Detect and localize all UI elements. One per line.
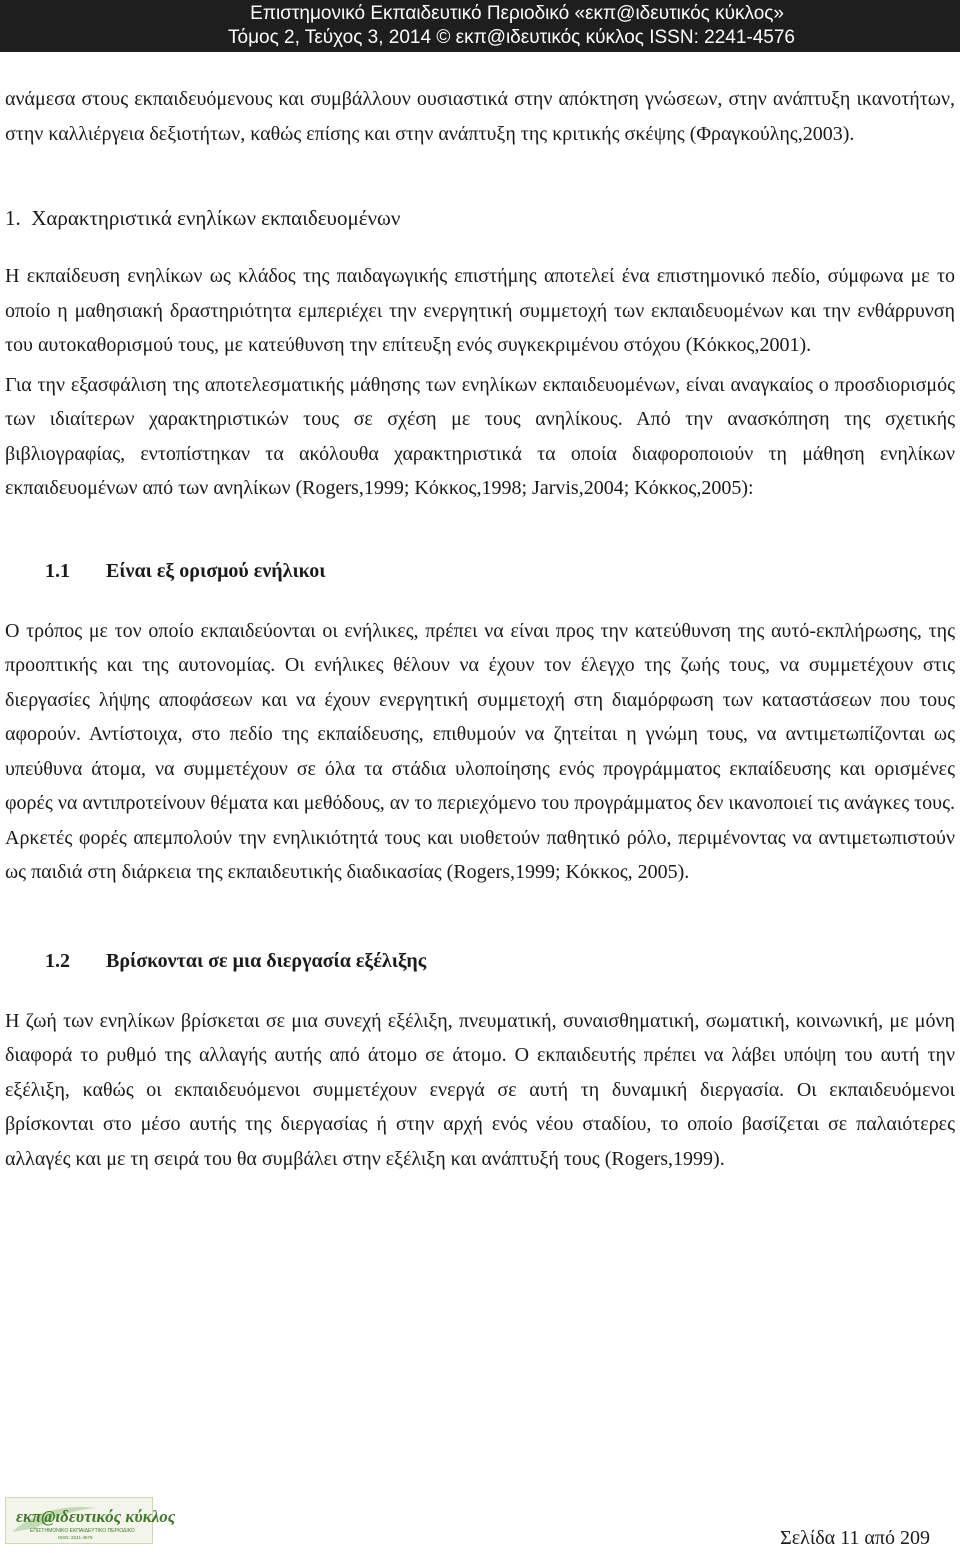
- subsection-1-2-paragraph: Η ζωή των ενηλίκων βρίσκεται σε μια συνεχή εξέλιξη, πνευματική, συναισθηματική, σωματική, κοινωνική, με μόνη διαφορά το ρυθμό της αλλαγής αυτής από άτομο σε άτομο. Ο εκπαιδευτής πρέπει να λάβει υπόψη του αυτή την εξέλιξη, καθώς οι εκπαιδευόμενοι συμμετέχουν ενεργά σε αυτή τη δυναμική διεργασία. Οι εκπαιδευόμενοι βρίσκονται στο μέσο αυτής της διεργασίας ή στην αρχή ενός νέου σταδίου, το οποίο βασίζεται σε παλαιότερες αλλαγές και με τη σειρά του θα συμβάλει στην εξέλιξη και ανάπτυξή τους (Rogers,1999).: [5, 1009, 955, 1170]
- logo-subtitle: ΕΠΙΣΤΗΜΟΝΙΚΟ ΕΚΠΑΙΔΕΥΤΙΚΟ ΠΕΡΙΟΔΙΚΟ: [30, 1528, 135, 1534]
- subsection-1-2-number: 1.2: [45, 949, 70, 972]
- journal-title: Επιστημονικό Εκπαιδευτικό Περιοδικό «εκπ@ιδευτικός κύκλος»: [250, 3, 784, 24]
- document-body: [5, 82, 955, 1176]
- intro-paragraph: ανάμεσα στους εκπαιδευόμενους και συμβάλλουν ουσιαστικά στην απόκτηση γνώσεων, στην ανάπτυξη ικανοτήτων, στην καλλιέργεια δεξιοτήτων, καθώς επίσης και στην ανάπτυξη της κριτικής σκέψης (Φραγκούλης,2003).: [5, 88, 955, 145]
- section-1-paragraph-2: Για την εξασφάλιση της αποτελεσματικής μάθησης των ενηλίκων εκπαιδευομένων, είναι αναγκαίος ο προσδιορισμός των ιδιαίτερων χαρακτηριστικών τους σε σχέση με τους ανηλίκους. Από την ανασκόπηση της σχετικής βιβλιογραφίας, εντοπίστηκαν τα ακόλουθα χαρακτηριστικά τα οποία διαφοροποιούν τη μάθηση ενηλίκων εκπαιδευομένων από των ανηλίκων (Rogers,1999; Κόκκος,1998; Jarvis,2004; Κόκκος,2005):: [5, 373, 955, 499]
- subsection-1-1-paragraph: Ο τρόπος με τον οποίο εκπαιδεύονται οι ενήλικες, πρέπει να είναι προς την κατεύθυνση της αυτό-εκπλήρωσης, της προοπτικής και της αυτονομίας. Οι ενήλικες θέλουν να έχουν τον έλεγχο της ζωής τους, να συμμετέχουν στις διεργασίες λήψης αποφάσεων και να έχουν ενεργητική συμμετοχή στη διαμόρφωση των καταστάσεων που τους αφορούν. Αντίστοιχα, στο πεδίο της εκπαίδευσης, επιθυμούν να ζητείται η γνώμη τους, να αντιμετωπίζονται ως υπεύθυνα άτομα, να συμμετέχουν σε όλα τα στάδια υλοποίησης ενός προγράμματος εκπαίδευσης και ορισμένες φορές να αντιπροτείνουν θέματα και μεθόδους, αν το περιεχόμενο του προγράμματος δεν ικανοποιεί τις ανάγκες τους. Αρκετές φορές απεμπολούν την ενηλικιότητά τους και υιοθετούν παθητικό ρόλο, περιμένοντας να αντιμετωπιστούν ως παιδιά στη διάρκεια της εκπαιδευτικής διαδικασίας (Rogers,1999; Κόκκος, 2005).: [5, 619, 955, 883]
- journal-logo-graphic: [6, 1498, 176, 1543]
- page-number: Σελίδα 11 από 209: [780, 1527, 930, 1549]
- page-header: [0, 0, 960, 52]
- journal-logo: [5, 1497, 176, 1544]
- section-1-heading: 1. Χαρακτηριστικά ενηλίκων εκπαιδευομένων: [5, 206, 401, 230]
- subsection-1-2-title: Βρίσκονται σε μια διεργασία εξέλιξης: [106, 949, 427, 972]
- subsection-1-2-heading: [5, 944, 955, 978]
- section-1-paragraph-1: Η εκπαίδευση ενηλίκων ως κλάδος της παιδαγωγικής επιστήμης αποτελεί ένα επιστημονικό πεδίο, σύμφωνα με το οποίο η μαθησιακή δραστηριότητα εμπεριέχει την ενεργητική συμμετοχή των εκπαιδευομένων και την ενθάρρυνση του αυτοκαθορισμού τους, με κατεύθυνση την επίτευξη ενός συγκεκριμένου στόχου (Κόκκος,2001).: [5, 265, 955, 356]
- subsection-1-1-title: Είναι εξ ορισμού ενήλικοι: [106, 559, 326, 582]
- logo-issn: ISSN: 2241-4576: [58, 1535, 93, 1540]
- logo-text: εκπ@ιδευτικός κύκλος: [16, 1507, 176, 1526]
- subsection-1-1-heading: [5, 554, 955, 588]
- subsection-1-1-number: 1.1: [45, 559, 70, 582]
- issue-line: Τόμος 2, Τεύχος 3, 2014 © εκπ@ιδευτικός κύκλος ISSN: 2241-4576: [227, 27, 795, 48]
